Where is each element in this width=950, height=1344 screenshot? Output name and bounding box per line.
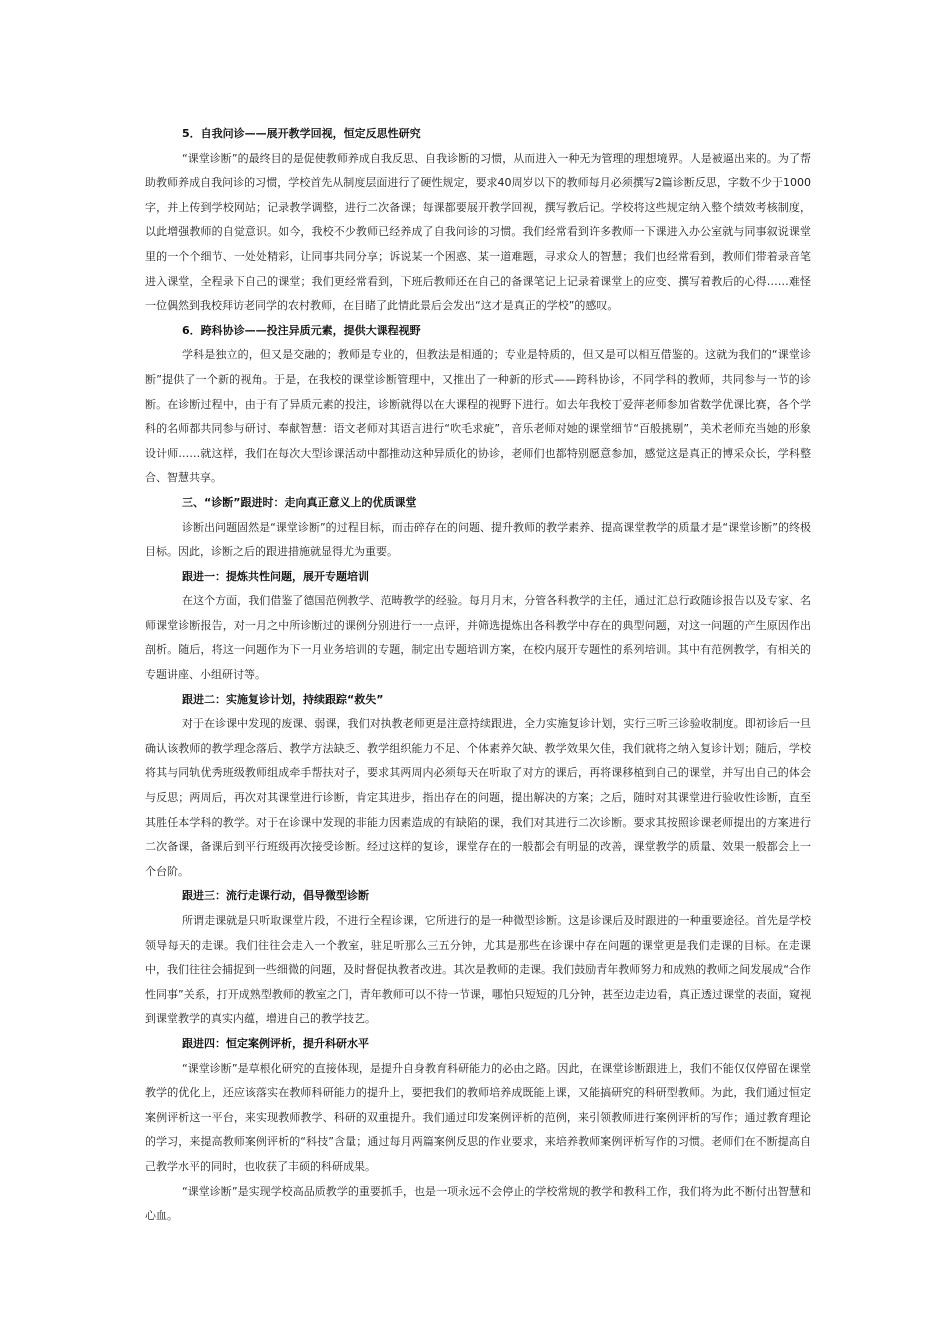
paragraph-self-diagnosis: “课堂诊断”的最终目的是促使教师养成自我反思、自我诊断的习惯，从而进入一种无为管理的理想境界。人是被逼出来的。为了帮助教师养成自我问诊的习惯，学校首先从制度层面进行了硬性规定，要求40周岁以下的教师每月必须撰写2篇诊断反思，字数不少于1000字，并上传到学校网站；记录教学调整，进行二次备课；每课都要展开教学回视，撰写教后记。学校将这些规定纳入整个绩效考核制度，以此增强教师的自觉意识。如今，我校不少教师已经养成了自我问诊的习惯。我们经常看到许多教师一下课进入办公室就与同事叙说课堂里的一个个细节、一处处精彩，让同事共同分享；诉说某一个困惑、某一道难题，寻求众人的智慧；我们也经常看到，教师们带着录音笔进入课堂，全程录下自己的课堂；我们更经常看到，下班后教师还在自己的备课笔记上记录着课堂上的应变、撰写着教后的心得……难怪一位偶然到我校拜访老同学的农村教师，在目睹了此情此景后会发出“这才是真正的学校”的感叹。 bbox=[145, 151, 811, 313]
paragraph-follow-up-2: 对于在诊课中发现的废课、弱课，我们对执教老师更是注意持续跟进，全力实施复诊计划，实行三听三诊验收制度。即初诊后一旦确认该教师的教学理念落后、教学方法缺乏、教学组织能力不足、个体素养欠缺、教学效果欠佳，我们就将之纳入复诊计划；随后，学校将其与同轨优秀班级教师组成牵手帮扶对子，要求其两周内必须每天在听取了对方的课后，再将课移植到自己的课堂，并写出自己的体会与反思；两周后，再次对其课堂进行诊断，肯定其进步，指出存在的问题，提出解决的方案；之后，随时对其课堂进行验收性诊断，直至其胜任本学科的教学。对于在诊课中发现的非能力因素造成的有缺陷的课，我们对其进行二次诊断。要求其按照诊课老师提出的方案进行二次备课，备课后到平行班级再次接受诊断。经过这样的复诊，课堂存在的一般都会有明显的改善，课堂教学的质量、效果一般都会上一个台阶。 bbox=[145, 717, 811, 878]
section-heading-self-diagnosis: 5．自我问诊——展开教学回视，恒定反思性研究 bbox=[182, 127, 421, 140]
paragraph-conclusion: “课堂诊断”是实现学校高品质教学的重要抓手，也是一项永远不会停止的学校常规的教学和教科工作，我们将为此不断付出智慧和心血。 bbox=[145, 1184, 811, 1223]
subheading-follow-up-3: 跟进三：流行走课行动，倡导微型诊断 bbox=[182, 889, 369, 903]
subheading-follow-up-2: 跟进二：实施复诊计划，持续跟踪“救失” bbox=[182, 692, 384, 706]
section-heading-cross-subject: 6．跨科协诊——投注异质元素，提供大课程视野 bbox=[182, 323, 421, 337]
paragraph-follow-up-intro: 诊断出问题固然是“课堂诊断”的过程目标，而击碎存在的问题、提升教师的教学素养、提高课堂教学的质量才是“课堂诊断”的终极目标。因此，诊断之后的跟进措施就显得尤为重要。 bbox=[145, 520, 811, 559]
paragraph-follow-up-1: 在这个方面，我们借鉴了德国范例教学、范畴教学的经验。每月月末，分管各科教学的主任，通过汇总行政随诊报告以及专家、名师课堂诊断报告，对一月之中所诊断过的课例分别进行一一点评，并筛选提炼出各科教学中存在的典型问题，对这一问题的产生原因作出剖析。随后，将这一问题作为下一月业务培训的专题，制定出专题培训方案，在校内展开专题性的系列培训。其中有范例教学，有相关的专题讲座、小组研讨等。 bbox=[145, 594, 811, 682]
subheading-follow-up-4: 跟进四：恒定案例评析，提升科研水平 bbox=[182, 1036, 369, 1050]
section-heading-follow-up: 三、“诊断”跟进时：走向真正意义上的优质课堂 bbox=[182, 495, 417, 509]
document-page bbox=[145, 122, 811, 1229]
subheading-follow-up-1: 跟进一：提炼共性问题，展开专题培训 bbox=[182, 569, 369, 583]
paragraph-follow-up-4: “课堂诊断”是草根化研究的直接体现，是提升自身教育科研能力的必由之路。因此，在课堂诊断跟进上，我们不能仅仅停留在课堂教学的优化上，还应该落实在教师科研能力的提升上，要把我们的教师培养成既能上课，又能搞研究的科研型教师。为此，我们通过恒定案例评析这一平台，来实现教师教学、科研的双重提升。我们通过印发案例评析的范例，来引领教师进行案例评析的写作；通过教育理论的学习，来提高教师案例评析的“科技”含量；通过每月两篇案例反思的作业要求，来培养教师案例评析写作的习惯。老师们在不断提高自己教学水平的同时，也收获了丰硕的科研成果。 bbox=[145, 1061, 811, 1173]
paragraph-cross-subject: 学科是独立的，但又是交融的；教师是专业的，但教法是相通的；专业是特质的，但又是可以相互借鉴的。这就为我们的“课堂诊断”提供了一个新的视角。于是，在我校的课堂诊断管理中，又推出了一种新的形式——跨科协诊，不同学科的教师，共同参与一节的诊断。在诊断过程中，由于有了异质元素的投注，诊断就得以在大课程的视野下进行。如去年我校丁爱萍老师参加省数学优课比赛，各个学科的名师都共同参与研讨、奉献智慧：语文老师对其语言进行“吹毛求疵”，音乐老师对她的课堂细节“百般挑剔”，美术老师充当她的形象设计师……就这样，我们在每次大型诊课活动中都推动这种异质化的协诊，老师们也都特别愿意参加，感觉这是真正的博采众长，学科整合、智慧共享。 bbox=[145, 348, 811, 485]
paragraph-follow-up-3: 所谓走课就是只听取课堂片段，不进行全程诊课，它所进行的是一种微型诊断。这是诊课后及时跟进的一种重要途径。首先是学校领导每天的走课。我们往往会走入一个教室，驻足听那么三五分钟，尤其是那些在诊课中存在问题的课堂更是我们走课的目标。在走课中，我们往往会捕捉到一些细微的问题，及时督促执教者改进。其次是教师的走课。我们鼓励青年教师努力和成熟的教师之间发展成“合作性同事”关系，打开成熟型教师的教室之门，青年教师可以不待一节课，哪怕只短短的几分钟，甚至边走边看，真正透过课堂的表面，窥视到课堂教学的真实内蕴，增进自己的教学技艺。 bbox=[145, 914, 811, 1026]
